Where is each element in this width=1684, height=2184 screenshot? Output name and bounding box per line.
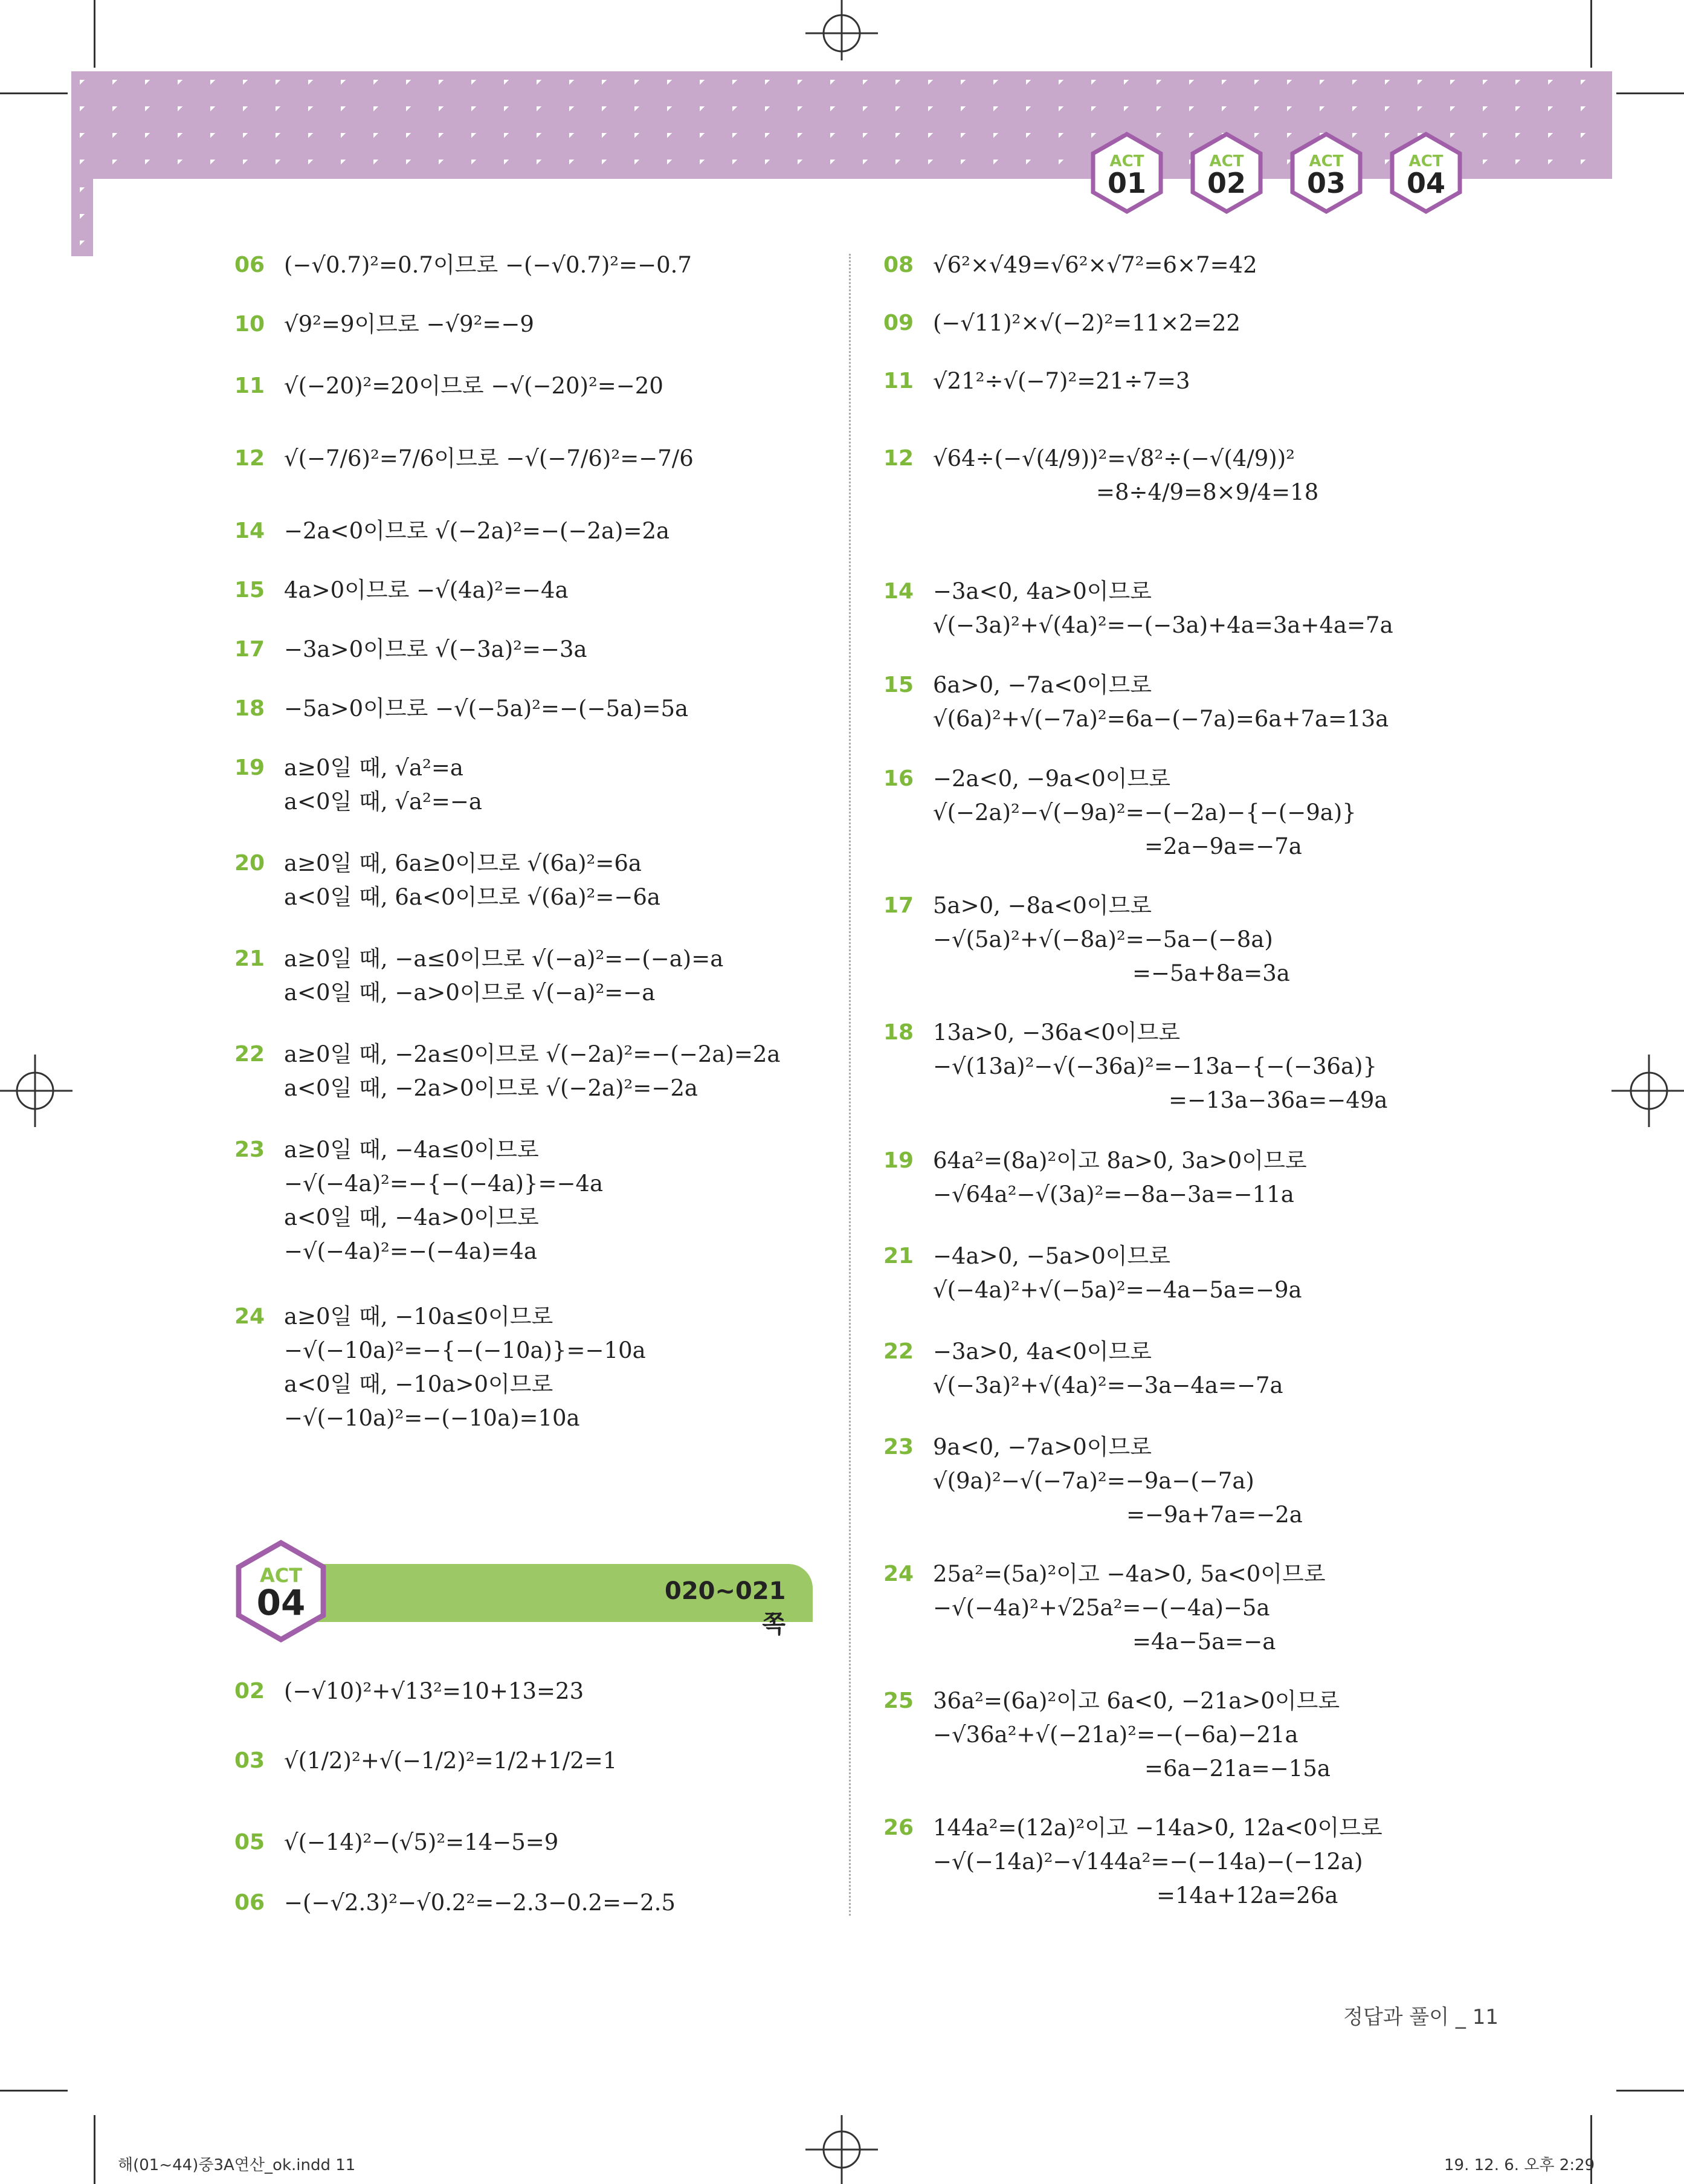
- problem-number: 05: [234, 1830, 265, 1855]
- solution-line: a≥0일 때, −4a≤0이므로: [284, 1137, 539, 1163]
- file-slug: 해(01~44)중3A연산_ok.indd 11: [118, 2156, 356, 2174]
- act-number: 03: [1306, 167, 1346, 199]
- problem-number: 11: [883, 369, 914, 393]
- act-label: ACT: [1408, 152, 1444, 170]
- header-banner: [71, 71, 1612, 179]
- solution-line: √(6a)²+√(−7a)²=6a−(−7a)=6a+7a=13a: [933, 706, 1389, 732]
- solution-line: =2a−9a=−7a: [1144, 833, 1302, 859]
- solution-line: −√(5a)²+√(−8a)²=−5a−(−8a): [933, 926, 1273, 952]
- registration-mark: [805, 0, 878, 60]
- solution-line: √(−20)²=20이므로 −√(−20)²=−20: [284, 373, 663, 399]
- solution-line: 5a>0, −8a<0이므로: [933, 893, 1152, 919]
- solution-line: √(−14)²−(√5)²=14−5=9: [284, 1829, 559, 1855]
- print-timestamp: 19. 12. 6. 오후 2:29: [1444, 2156, 1595, 2174]
- page-footer: 정답과 풀이 _ 11: [1343, 2005, 1499, 2029]
- solution-line: =6a−21a=−15a: [1144, 1756, 1331, 1782]
- problem-number: 23: [883, 1435, 914, 1459]
- act-label: ACT: [1109, 152, 1144, 170]
- problem-number: 26: [883, 1815, 914, 1840]
- act-04-badge[interactable]: [1390, 132, 1462, 214]
- solution-line: √64÷(−√(4/9))²=√8²÷(−√(4/9))²: [933, 445, 1295, 471]
- problem-number: 14: [883, 579, 914, 604]
- solution-line: a<0일 때, −2a>0이므로 √(−2a)²=−2a: [284, 1075, 698, 1101]
- act-number: 04: [256, 1582, 306, 1623]
- problem-number: 21: [234, 946, 265, 971]
- problem-number: 24: [883, 1562, 914, 1586]
- solution-line: =−5a+8a=3a: [1132, 960, 1290, 986]
- solution-line: −√(−4a)²=−{−(−4a)}=−4a: [284, 1171, 604, 1197]
- problem-number: 24: [234, 1304, 265, 1329]
- solution-line: a≥0일 때, 6a≥0이므로 √(6a)²=6a: [284, 850, 642, 876]
- solution-line: a<0일 때, −4a>0이므로: [284, 1204, 539, 1230]
- solution-line: a<0일 때, √a²=−a: [284, 789, 482, 815]
- act04-page-range: 020~021쪽: [665, 1577, 786, 1638]
- solution-line: 144a²=(12a)²이고 −14a>0, 12a<0이므로: [933, 1815, 1382, 1841]
- solution-line: 36a²=(6a)²이고 6a<0, −21a>0이므로: [933, 1688, 1340, 1714]
- crop-mark: [0, 92, 68, 94]
- problem-number: 23: [234, 1137, 265, 1162]
- problem-number: 06: [234, 1890, 265, 1915]
- problem-number: 08: [883, 253, 914, 277]
- solution-line: √(−3a)²+√(4a)²=−(−3a)+4a=3a+4a=7a: [933, 612, 1393, 638]
- problem-number: 16: [883, 766, 914, 791]
- problem-number: 25: [883, 1688, 914, 1713]
- solution-line: 64a²=(8a)²이고 8a>0, 3a>0이므로: [933, 1148, 1307, 1174]
- solution-line: a<0일 때, 6a<0이므로 √(6a)²=−6a: [284, 884, 660, 910]
- problem-number: 14: [234, 519, 265, 543]
- solution-line: −√(13a)²−√(−36a)²=−13a−{−(−36a)}: [933, 1053, 1378, 1079]
- solution-line: −√(−10a)²=−{−(−10a)}=−10a: [284, 1337, 646, 1363]
- solution-line: 6a>0, −7a<0이므로: [933, 672, 1152, 698]
- crop-mark: [94, 2115, 95, 2184]
- problem-number: 18: [234, 696, 265, 721]
- act-label: ACT: [1209, 152, 1244, 170]
- solution-line: −√(−14a)²−√144a²=−(−14a)−(−12a): [933, 1849, 1363, 1875]
- solution-line: −(−√2.3)²−√0.2²=−2.3−0.2=−2.5: [284, 1890, 676, 1916]
- solution-line: =−9a+7a=−2a: [1126, 1502, 1303, 1528]
- crop-mark: [1590, 0, 1592, 68]
- act-label: ACT: [1309, 152, 1344, 170]
- registration-mark: [805, 2115, 878, 2184]
- solution-line: (−√0.7)²=0.7이므로 −(−√0.7)²=−0.7: [284, 252, 692, 278]
- solution-line: a<0일 때, −a>0이므로 √(−a)²=−a: [284, 980, 656, 1006]
- problem-number: 02: [234, 1679, 265, 1704]
- act04-section-badge: [236, 1540, 326, 1643]
- solution-line: √(9a)²−√(−7a)²=−9a−(−7a): [933, 1468, 1254, 1494]
- solution-line: 4a>0이므로 −√(4a)²=−4a: [284, 577, 569, 603]
- problem-number: 11: [234, 373, 265, 398]
- solution-line: =14a+12a=26a: [1157, 1882, 1338, 1908]
- solution-line: √(−2a)²−√(−9a)²=−(−2a)−{−(−9a)}: [933, 800, 1357, 825]
- solution-line: √(−3a)²+√(4a)²=−3a−4a=−7a: [933, 1372, 1283, 1398]
- solution-line: =4a−5a=−a: [1132, 1629, 1276, 1655]
- problem-number: 09: [883, 311, 914, 335]
- header-banner-tab: [71, 179, 93, 256]
- registration-mark: [0, 1055, 73, 1127]
- solution-line: −2a<0이므로 √(−2a)²=−(−2a)=2a: [284, 518, 670, 544]
- crop-mark: [1616, 92, 1684, 94]
- solution-line: =8÷4/9=8×9/4=18: [1096, 479, 1319, 505]
- act-number: 01: [1107, 167, 1146, 199]
- problem-number: 06: [234, 253, 265, 277]
- crop-mark: [1616, 2090, 1684, 2092]
- problem-number: 03: [234, 1748, 265, 1773]
- problem-number: 12: [883, 446, 914, 471]
- act-number: 02: [1207, 167, 1246, 199]
- problem-number: 22: [883, 1339, 914, 1364]
- column-divider: [849, 254, 851, 1916]
- problem-number: 21: [883, 1244, 914, 1268]
- solution-line: √(1/2)²+√(−1/2)²=1/2+1/2=1: [284, 1748, 618, 1774]
- problem-number: 19: [234, 755, 265, 780]
- solution-line: 25a²=(5a)²이고 −4a>0, 5a<0이므로: [933, 1561, 1326, 1587]
- problem-number: 22: [234, 1042, 265, 1067]
- act-number: 04: [1406, 167, 1445, 199]
- solution-line: (−√10)²+√13²=10+13=23: [284, 1678, 584, 1704]
- solution-line: =−13a−36a=−49a: [1169, 1087, 1388, 1113]
- solution-line: −3a>0이므로 √(−3a)²=−3a: [284, 636, 587, 662]
- solution-line: −√64a²−√(3a)²=−8a−3a=−11a: [933, 1181, 1294, 1207]
- solution-line: −3a<0, 4a>0이므로: [933, 578, 1152, 604]
- solution-line: 9a<0, −7a>0이므로: [933, 1434, 1152, 1460]
- problem-number: 10: [234, 312, 265, 337]
- problem-number: 17: [234, 637, 265, 662]
- problem-number: 17: [883, 893, 914, 918]
- problem-number: 15: [234, 578, 265, 603]
- solution-line: −4a>0, −5a>0이므로: [933, 1243, 1171, 1269]
- solution-line: −√(−4a)²=−(−4a)=4a: [284, 1238, 537, 1264]
- solution-line: √(−7/6)²=7/6이므로 −√(−7/6)²=−7/6: [284, 445, 694, 471]
- solution-line: 13a>0, −36a<0이므로: [933, 1019, 1181, 1045]
- problem-number: 12: [234, 446, 265, 471]
- solution-line: a≥0일 때, √a²=a: [284, 755, 463, 781]
- problem-number: 20: [234, 851, 265, 876]
- solution-line: a<0일 때, −10a>0이므로: [284, 1371, 553, 1397]
- crop-mark: [0, 2090, 68, 2092]
- solution-line: −5a>0이므로 −√(−5a)²=−(−5a)=5a: [284, 696, 689, 722]
- solution-line: (−√11)²×√(−2)²=11×2=22: [933, 310, 1240, 336]
- act-03-badge[interactable]: [1290, 132, 1363, 214]
- solution-line: a≥0일 때, −2a≤0이므로 √(−2a)²=−(−2a)=2a: [284, 1041, 781, 1067]
- solution-line: √6²×√49=√6²×√7²=6×7=42: [933, 252, 1257, 278]
- solution-line: −2a<0, −9a<0이므로: [933, 766, 1171, 792]
- solution-line: a≥0일 때, −10a≤0이므로: [284, 1304, 553, 1329]
- solution-line: √(−4a)²+√(−5a)²=−4a−5a=−9a: [933, 1277, 1302, 1303]
- crop-mark: [94, 0, 95, 68]
- act-label: ACT: [259, 1564, 303, 1587]
- solution-line: √9²=9이므로 −√9²=−9: [284, 311, 534, 337]
- solution-line: −√(−10a)²=−(−10a)=10a: [284, 1405, 580, 1431]
- solution-line: √21²÷√(−7)²=21÷7=3: [933, 368, 1190, 394]
- problem-number: 18: [883, 1020, 914, 1045]
- registration-mark: [1611, 1055, 1684, 1127]
- act-01-badge[interactable]: [1091, 132, 1163, 214]
- solution-line: −3a>0, 4a<0이므로: [933, 1339, 1152, 1365]
- solution-line: a≥0일 때, −a≤0이므로 √(−a)²=−(−a)=a: [284, 946, 724, 972]
- act-02-badge[interactable]: [1190, 132, 1263, 214]
- solution-line: −√(−4a)²+√25a²=−(−4a)−5a: [933, 1595, 1270, 1621]
- problem-number: 15: [883, 673, 914, 697]
- problem-number: 19: [883, 1148, 914, 1173]
- solution-line: −√36a²+√(−21a)²=−(−6a)−21a: [933, 1722, 1298, 1748]
